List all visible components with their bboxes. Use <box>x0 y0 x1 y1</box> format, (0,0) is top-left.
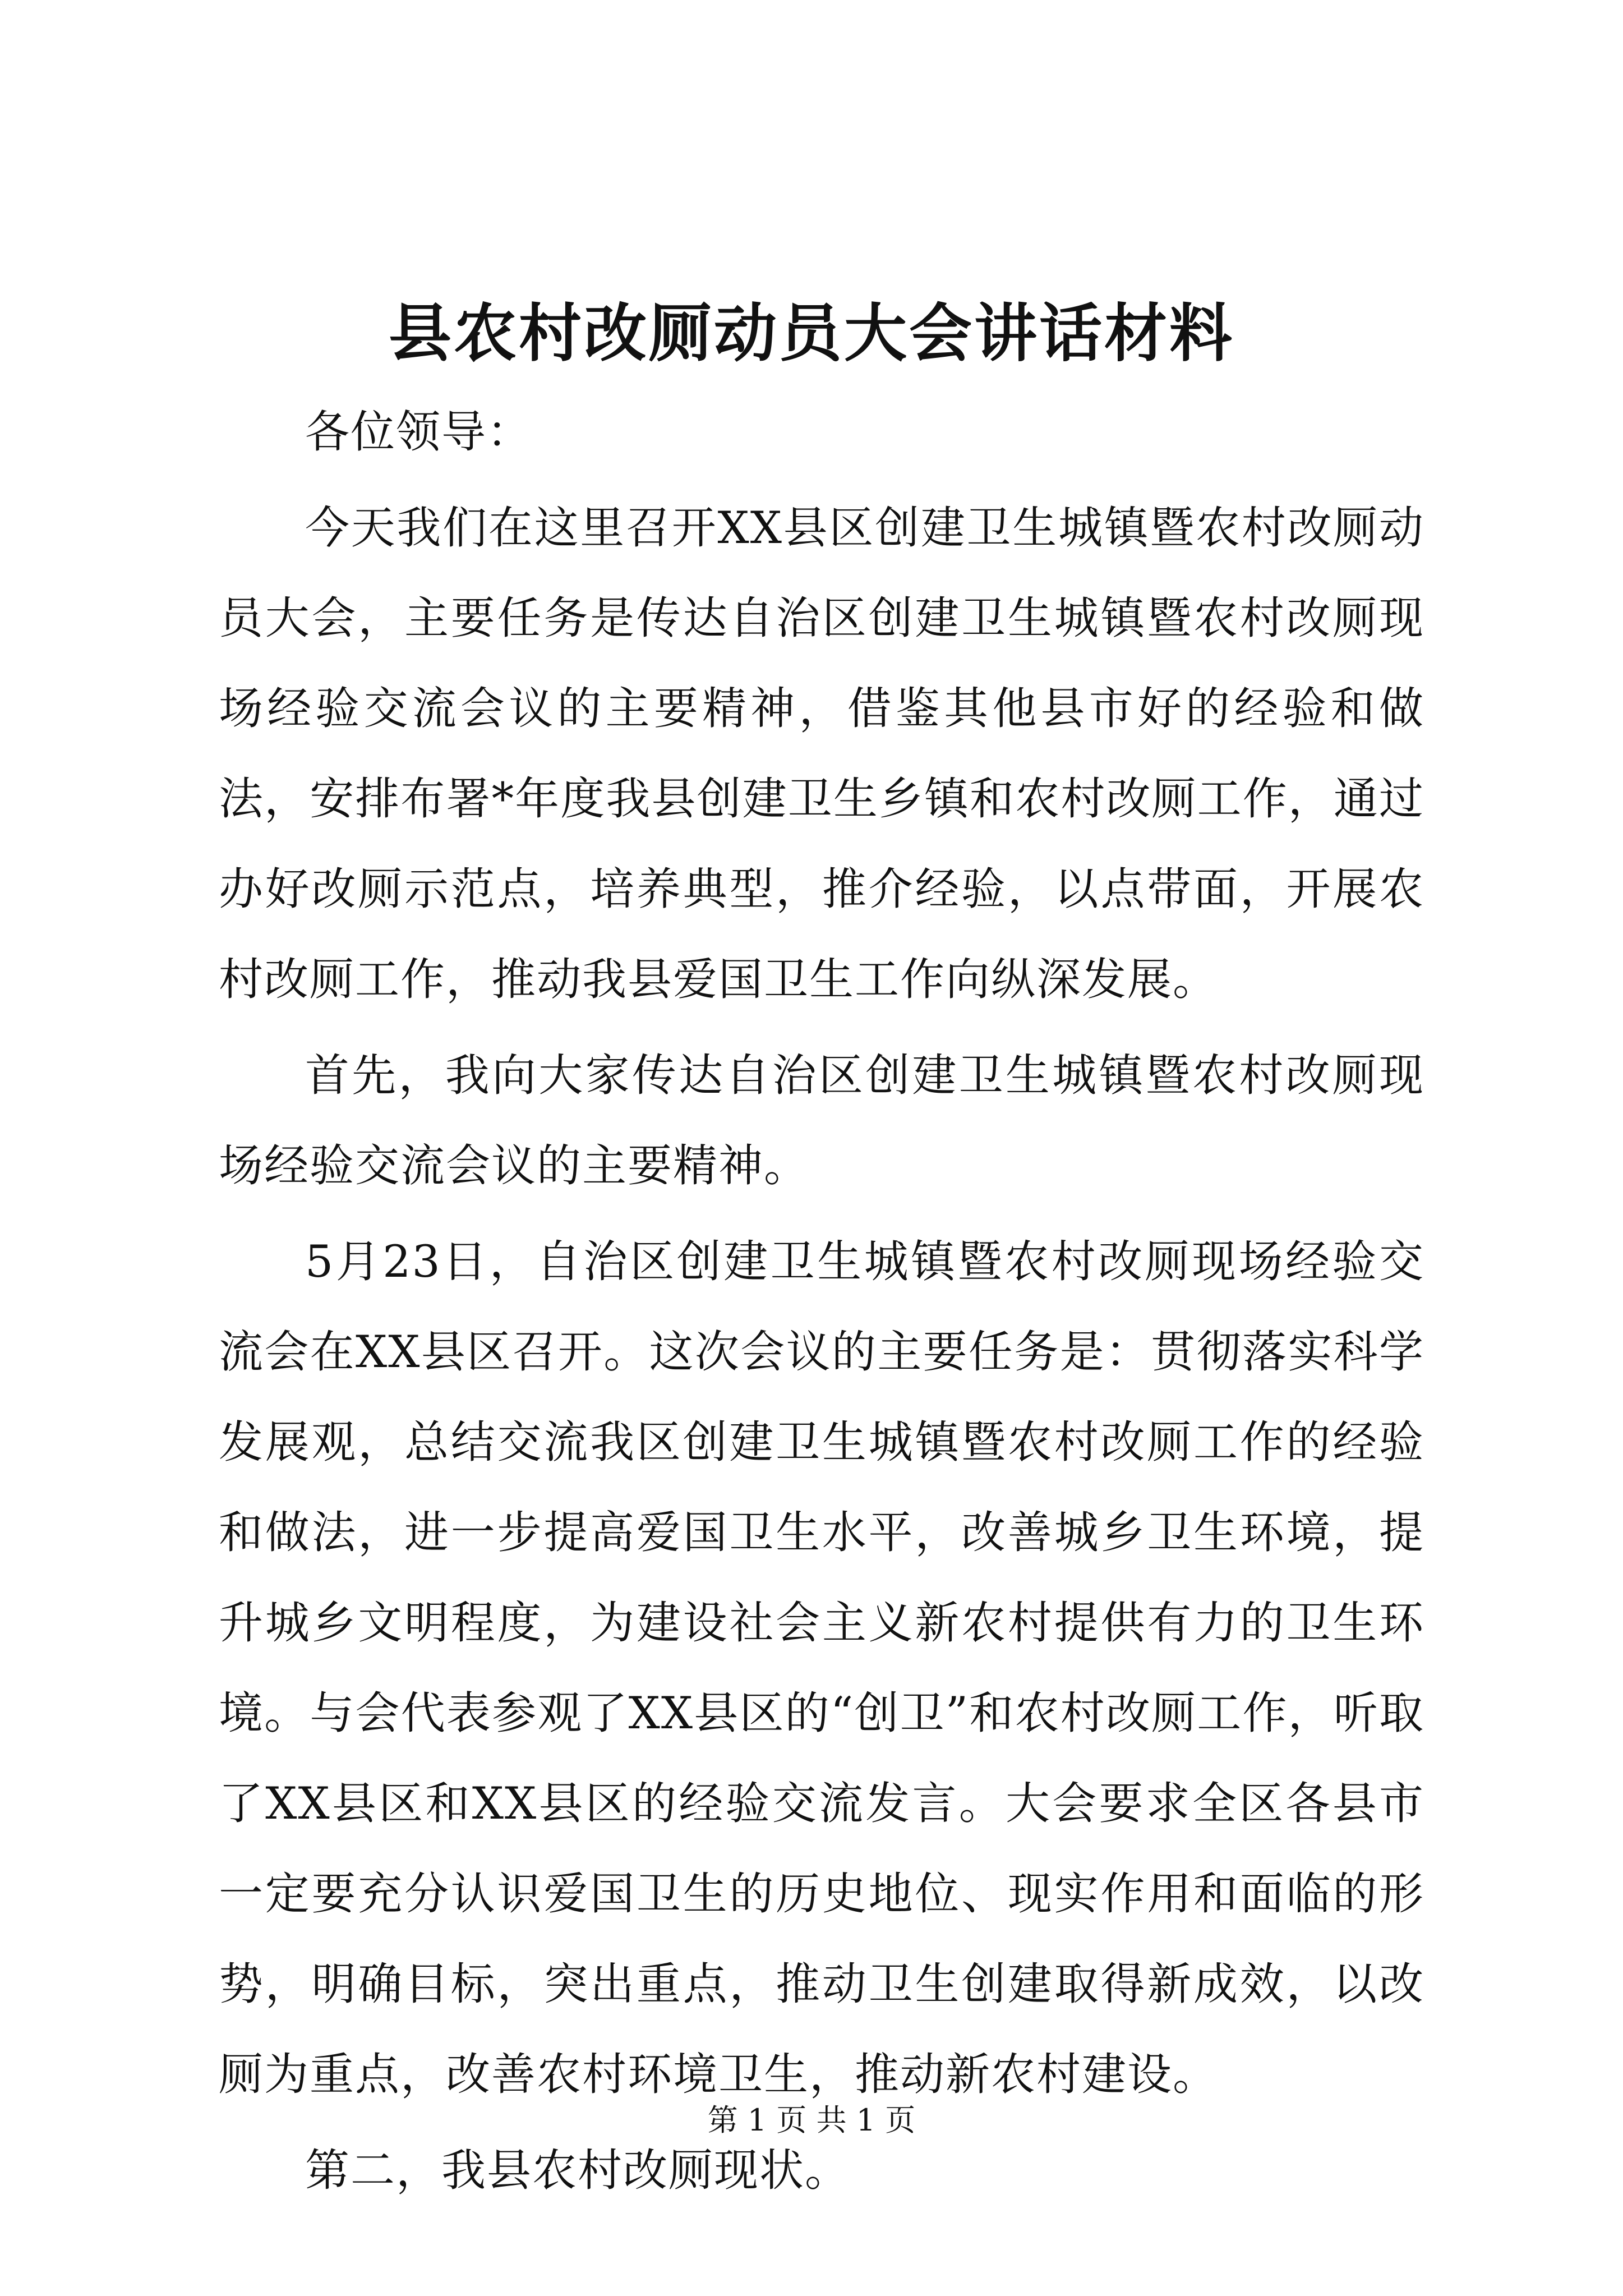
document-body <box>219 387 1424 2216</box>
salutation-paragraph: 各位领导： <box>305 406 532 458</box>
intro-paragraph: 今天我们在这里召开XX县区创建卫生城镇暨农村改厕动员大会，主要任务是传达自治区创建卫生城镇暨农村改厕现场经验交流会议的主要精神，借鉴其他县市好的经验和做法，安排布署*年度我县创建卫生乡镇和农村改厕工作，通过办好改厕示范点，培养典型，推介经验，以点带面，开展农村改厕工作，推动我县爱国卫生工作向纵深发展。 <box>219 502 1424 1005</box>
page-number-footer: 第 1 页 共 1 页 <box>707 2102 916 2138</box>
meeting-summary-paragraph: 5月23日，自治区创建卫生城镇暨农村改厕现场经验交流会在XX县区召开。这次会议的主要任务是：贯彻落实科学发展观，总结交流我区创建卫生城镇暨农村改厕工作的经验和做法，进一步提高爱国卫生水平，改善城乡卫生环境，提升城乡文明程度，为建设社会主义新农村提供有力的卫生环境。与会代表参观了XX县区的“创卫”和农村改厕工作，听取了XX县区和XX县区的经验交流发言。大会要求全区各县市一定要充分认识爱国卫生的历史地位、现实作用和面临的形势，明确目标，突出重点，推动卫生创建取得新成效，以改厕为重点，改善农村环境卫生，推动新农村建设。 <box>219 1236 1424 2100</box>
document-title: 县农村改厕动员大会讲话材料 <box>389 297 1234 370</box>
second-point-paragraph: 第二，我县农村改厕现状。 <box>305 2145 850 2196</box>
first-point-paragraph: 首先，我向大家传达自治区创建卫生城镇暨农村改厕现场经验交流会议的主要精神。 <box>219 1050 1424 1191</box>
